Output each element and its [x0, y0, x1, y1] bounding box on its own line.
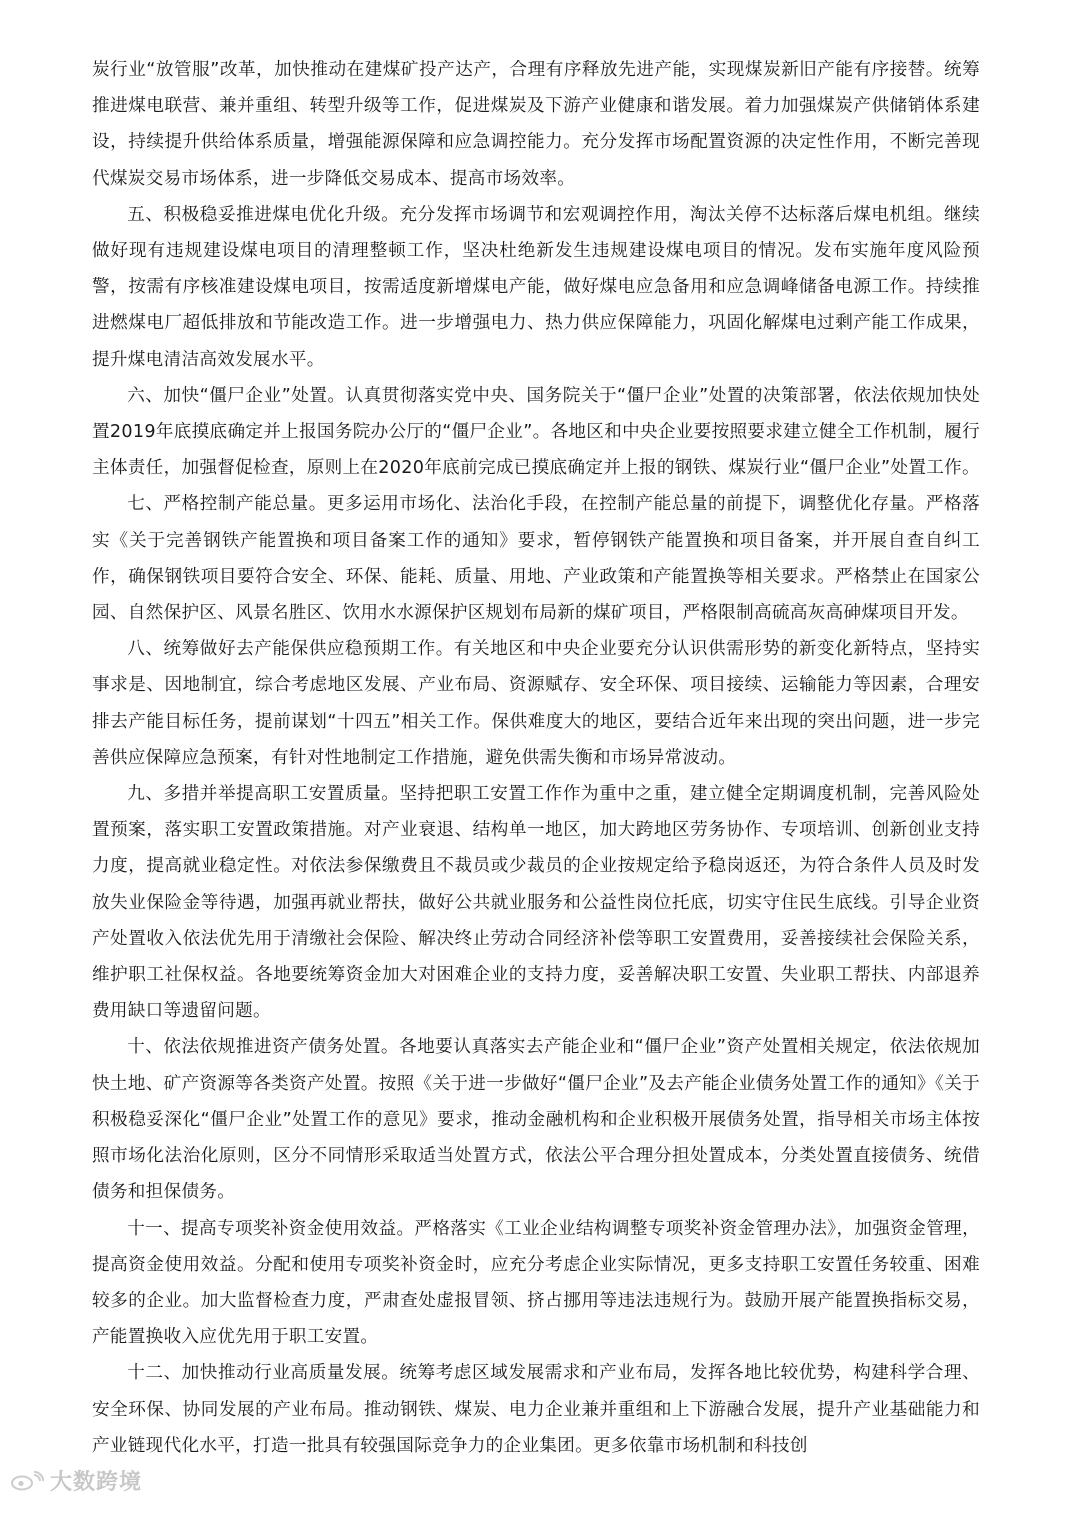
paragraph-section-9: 九、多措并举提高职工安置质量。坚持把职工安置工作作为重中之重，建立健全定期调度机制，完善风险处置预案，落实职工安置政策措施。对产业衰退、结构单一地区，加大跨地区劳务协作、专项培训、创新创业支持力度，提高就业稳定性。对依法参保缴费且不裁员或少裁员的企业按规定给予稳岗返还，为符合条件人员及时发放失业保险金等待遇，加强再就业帮扶，做好公共就业服务和公益性岗位托底，切实守住民生底线。引导企业资产处置收入依法优先用于清缴社会保险、解决终止劳动合同经济补偿等职工安置费用，妥善接续社会保险关系，维护职工社保权益。各地要统筹资金加大对困难企业的支持力度，妥善解决职工安置、失业职工帮扶、内部退养费用缺口等遗留问题。 [92, 784, 980, 1022]
paragraph-section-5: 五、积极稳妥推进煤电优化升级。充分发挥市场调节和宏观调控作用，淘汰关停不达标落后煤电机组。继续做好现有违规建设煤电项目的清理整顿工作，坚决杜绝新发生违规建设煤电项目的情况。发布实施年度风险预警，按需有序核准建设煤电项目，按需适度新增煤电产能，做好煤电应急备用和应急调峰储备电源工作。持续推进燃煤电厂超低排放和节能改造工作。进一步增强电力、热力供应保障能力，巩固化解煤电过剩产能工作成果，提升煤电清洁高效发展水平。 [92, 204, 980, 370]
document-body [92, 52, 980, 1464]
paragraph-continuation: 炭行业“放管服”改革，加快推动在建煤矿投产达产，合理有序释放先进产能，实现煤炭新旧产能有序接替。统筹推进煤电联营、兼并重组、转型升级等工作，促进煤炭及下游产业健康和谐发展。着力加强煤炭产供储销体系建设，持续提升供给体系质量，增强能源保障和应急调控能力。充分发挥市场配置资源的决定性作用，不断完善现代煤炭交易市场体系，进一步降低交易成本、提高市场效率。 [92, 60, 980, 189]
paragraph-section-7: 七、严格控制产能总量。更多运用市场化、法治化手段，在控制产能总量的前提下，调整优化存量。严格落实《关于完善钢铁产能置换和项目备案工作的通知》要求，暂停钢铁产能置换和项目备案，并开展自查自纠工作，确保钢铁项目要符合安全、环保、能耗、质量、用地、产业政策和产能置换等相关要求。严格禁止在国家公园、自然保护区、风景名胜区、饮用水水源保护区规划布局新的煤矿项目，严格限制高硫高灰高砷煤项目开发。 [92, 494, 980, 624]
watermark-text: 大数跨境 [50, 1470, 143, 1495]
paragraph-section-8: 八、统筹做好去产能保供应稳预期工作。有关地区和中央企业要充分认识供需形势的新变化新特点，坚持实事求是、因地制宜，综合考虑地区发展、产业布局、资源赋存、安全环保、项目接续、运输能力等因素，合理安排去产能目标任务，提前谋划“十四五”相关工作。保供难度大的地区，要结合近年来出现的突出问题，进一步完善供应保障应急预案，有针对性地制定工作措施，避免供需失衡和市场异常波动。 [92, 639, 980, 768]
weibo-logo-icon [10, 1471, 44, 1491]
paragraph-section-6: 六、加快“僵尸企业”处置。认真贯彻落实党中央、国务院关于“僵尸企业”处置的决策部署，依法依规加快处置2019年底摸底确定并上报国务院办公厅的“僵尸企业”。各地区和中央企业要按照要求建立健全工作机制，履行主体责任，加强督促检查，原则上在2020年底前完成已摸底确定并上报的钢铁、煤炭行业“僵尸企业”处置工作。 [92, 385, 980, 479]
paragraph-section-12: 十二、加快推动行业高质量发展。统筹考虑区域发展需求和产业布局，发挥各地比较优势，构建科学合理、安全环保、协同发展的产业布局。推动钢铁、煤炭、电力企业兼并重组和上下游融合发展，提升产业基础能力和产业链现代化水平，打造一批具有较强国际竞争力的企业集团。更多依靠市场机制和科技创 [92, 1363, 980, 1456]
paragraph-section-11: 十一、提高专项奖补资金使用效益。严格落实《工业企业结构调整专项奖补资金管理办法》，加强资金管理，提高资金使用效益。分配和使用专项奖补资金时，应充分考虑企业实际情况，更多支持职工安置任务较重、困难较多的企业。加大监督检查力度，严肃查处虚报冒领、挤占挪用等违法违规行为。鼓励开展产能置换指标交易，产能置换收入应优先用于职工安置。 [92, 1218, 980, 1348]
paragraph-section-10: 十、依法依规推进资产债务处置。各地要认真落实去产能企业和“僵尸企业”资产处置相关规定，依法依规加快土地、矿产资源等各类资产处置。按照《关于进一步做好“僵尸企业”及去产能企业债务处置工作的通知》《关于积极稳妥深化“僵尸企业”处置工作的意见》要求，推动金融机构和企业积极开展债务处置，指导相关市场主体按照市场化法治化原则，区分不同情形采取适当处置方式，依法公平合理分担处置成本，分类处置直接债务、统借债务和担保债务。 [92, 1037, 980, 1203]
watermark [10, 1465, 142, 1496]
